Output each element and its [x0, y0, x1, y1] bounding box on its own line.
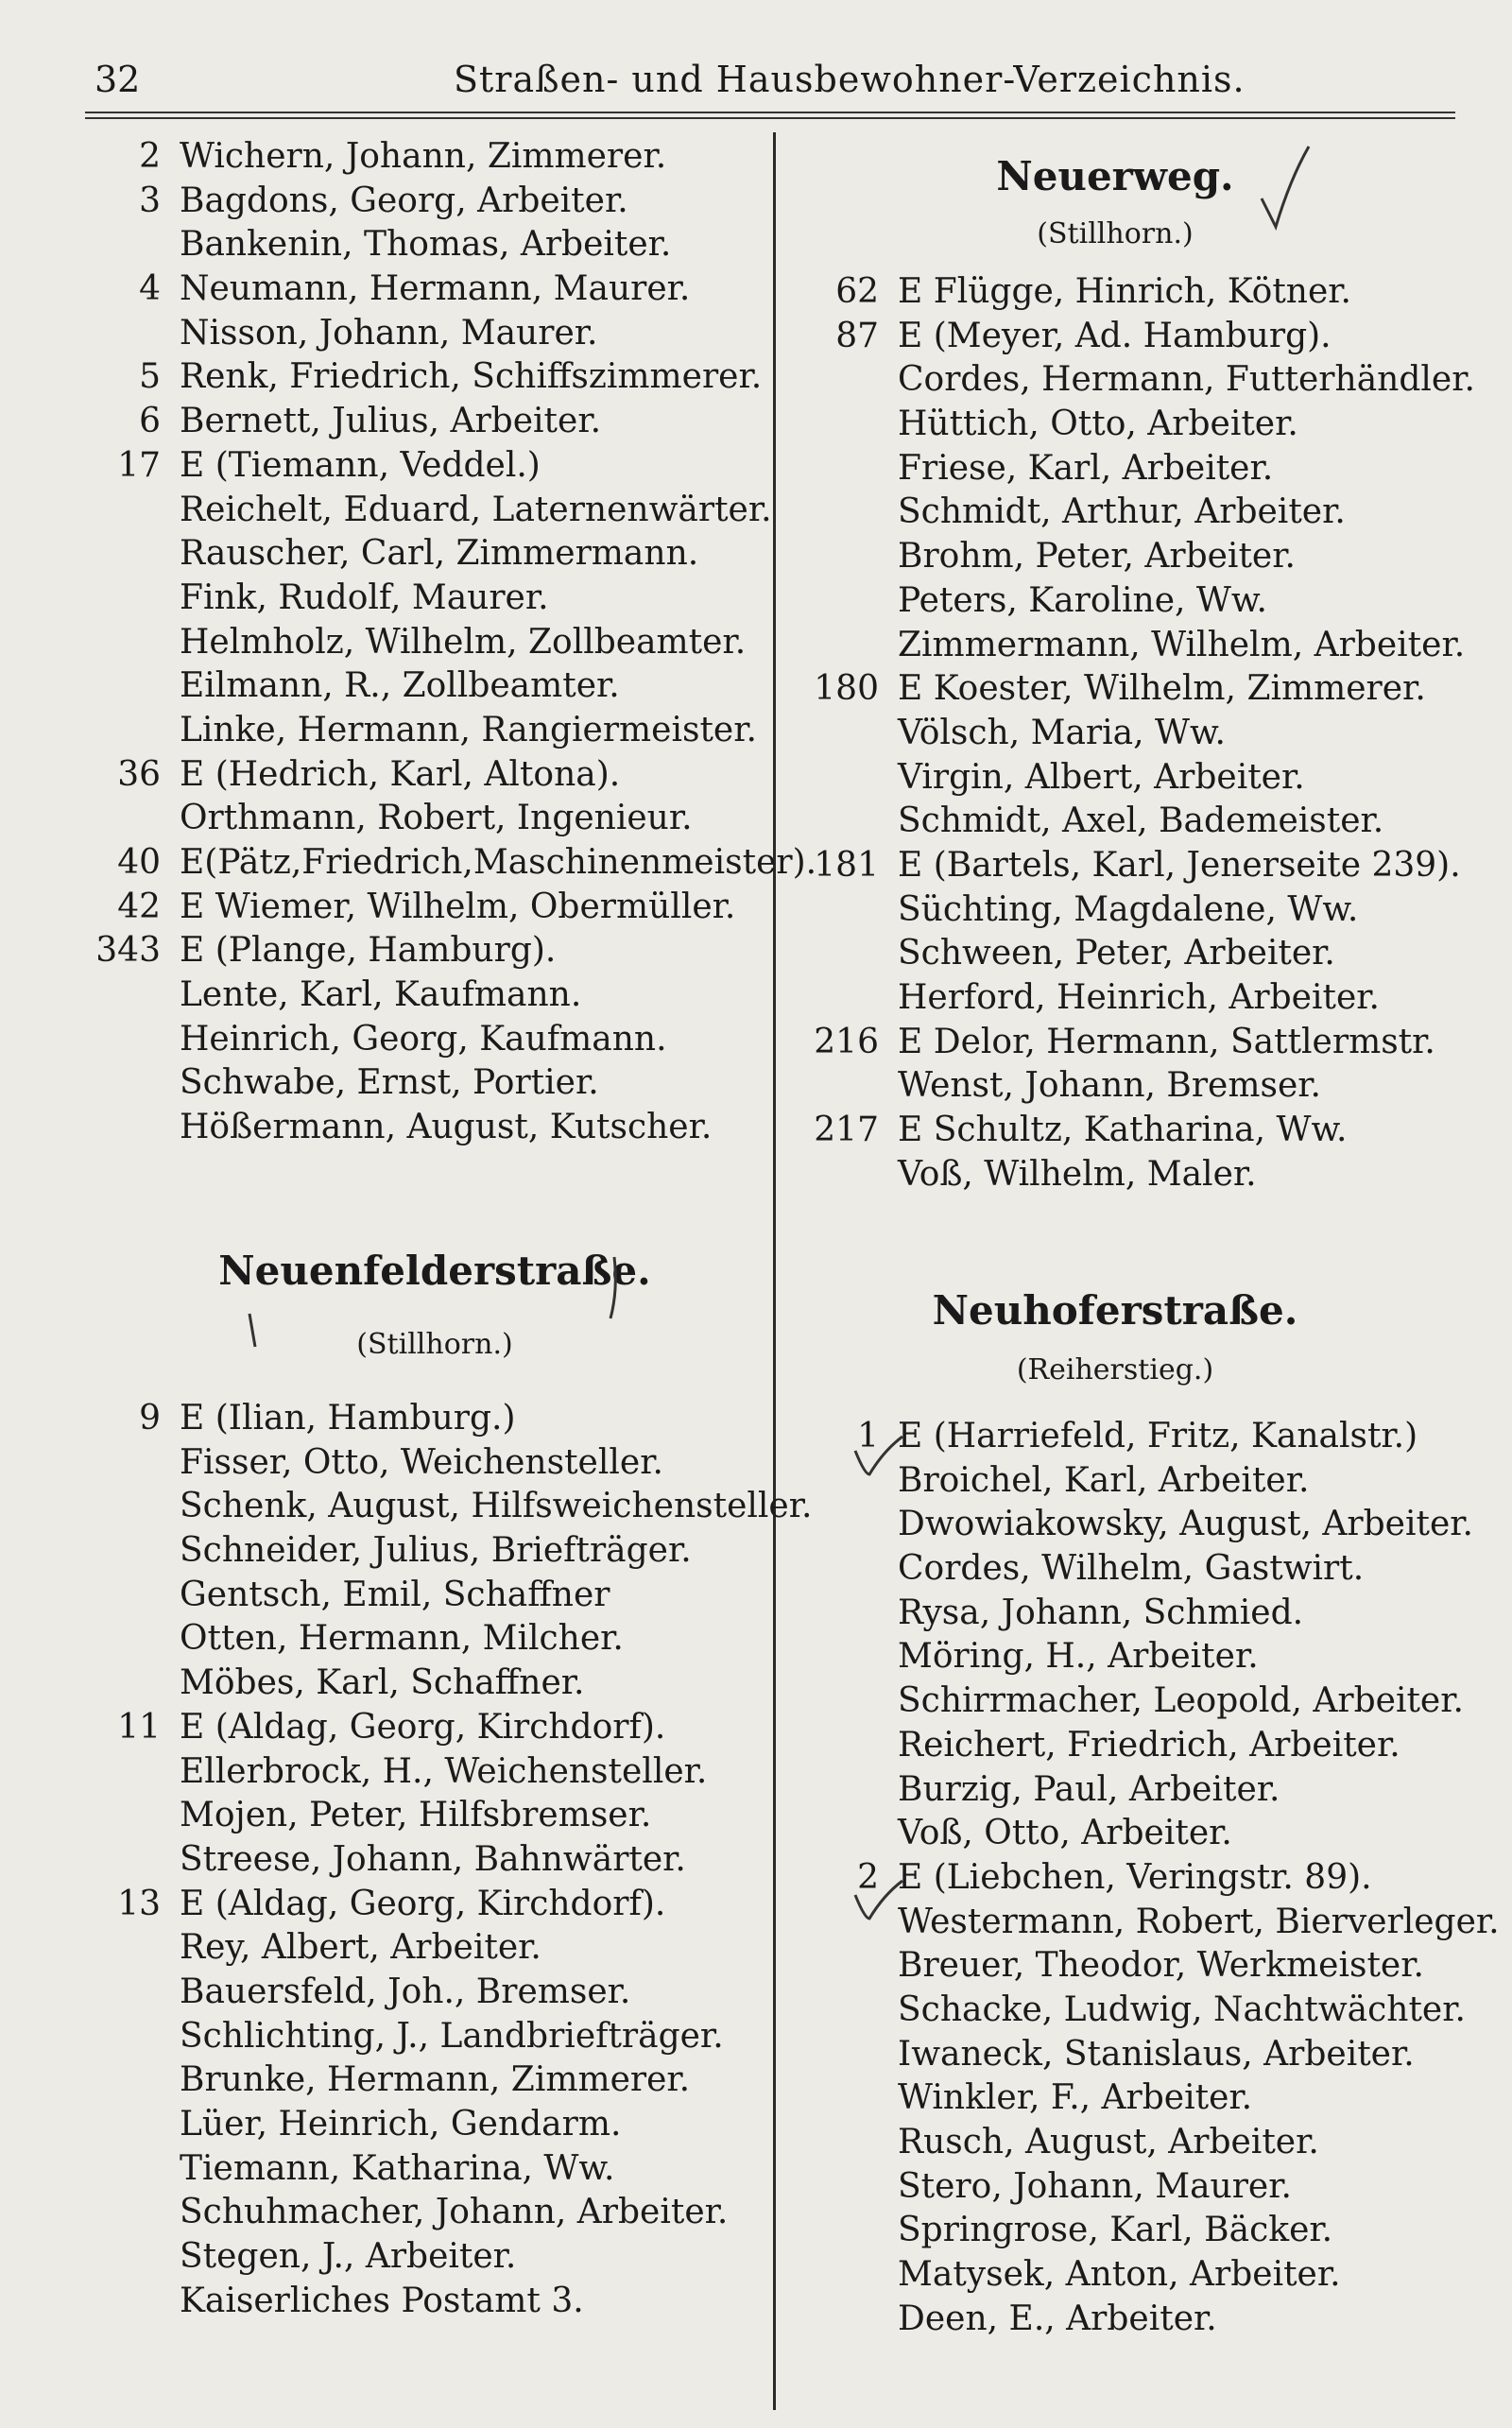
directory-entry	[85, 355, 765, 400]
resident-text: Renk, Friedrich, Schiffszimmerer.	[180, 357, 763, 397]
resident-text: E (Aldag, Georg, Kirchdorf).	[180, 1884, 666, 1923]
directory-entry	[784, 270, 1484, 315]
directory-entry	[784, 2165, 1484, 2210]
resident-text: Gentsch, Emil, Schaffner	[180, 1575, 610, 1614]
house-number: 2	[857, 1857, 879, 1897]
resident-text: Schlichting, J., Landbriefträger.	[180, 2016, 724, 2056]
directory-entry	[85, 2147, 765, 2192]
directory-entry	[85, 1061, 765, 1106]
resident-text: Schmidt, Arthur, Arbeiter.	[898, 492, 1346, 532]
resident-text: Möbes, Karl, Schaffner.	[180, 1663, 585, 1703]
directory-entry	[85, 973, 765, 1018]
directory-entry	[784, 358, 1484, 403]
resident-text: Stero, Johann, Maurer.	[898, 2166, 1292, 2206]
directory-entry	[784, 800, 1484, 844]
resident-text: Burzig, Paul, Arbeiter.	[898, 1769, 1280, 1809]
house-number: 11	[117, 1707, 161, 1747]
resident-text: Ellerbrock, H., Weichensteller.	[180, 1751, 708, 1791]
resident-text: Herford, Heinrich, Arbeiter.	[898, 978, 1380, 1017]
directory-entry	[784, 535, 1484, 579]
directory-entry	[784, 2076, 1484, 2121]
directory-entry	[85, 797, 765, 841]
resident-text: E (Ilian, Hamburg.)	[180, 1399, 516, 1438]
resident-text: E Schultz, Katharina, Ww.	[898, 1111, 1348, 1150]
house-number: 40	[117, 843, 161, 882]
resident-text: Breuer, Theodor, Werkmeister.	[898, 1946, 1424, 1986]
resident-text: Cordes, Wilhelm, Gastwirt.	[898, 1549, 1365, 1589]
house-number: 5	[139, 357, 161, 397]
resident-text: Heinrich, Georg, Kaufmann.	[180, 1019, 667, 1059]
directory-entry	[85, 267, 765, 312]
directory-entry	[85, 2015, 765, 2059]
resident-text: Otten, Hermann, Milcher.	[180, 1619, 624, 1659]
resident-text: Bankenin, Thomas, Arbeiter.	[180, 225, 672, 265]
directory-entry	[784, 1989, 1484, 2033]
resident-text: Schuhmacher, Johann, Arbeiter.	[180, 2193, 729, 2232]
pencil-check-mark-icon	[1257, 142, 1314, 236]
directory-entry	[85, 1397, 765, 1441]
directory-entry	[85, 1794, 765, 1838]
directory-entry	[85, 841, 817, 886]
directory-entry	[784, 756, 1484, 801]
resident-text: Voß, Wilhelm, Maler.	[898, 1154, 1257, 1194]
directory-entry	[784, 1021, 1484, 1065]
directory-entry	[784, 1768, 1484, 1813]
directory-entry	[784, 1109, 1484, 1153]
directory-entry	[85, 1662, 765, 1706]
directory-entry	[784, 447, 1484, 491]
resident-text: Brohm, Peter, Arbeiter.	[898, 537, 1296, 577]
directory-entry	[85, 312, 765, 356]
house-number: 36	[117, 754, 161, 794]
house-number: 62	[835, 272, 879, 311]
resident-text: E (Harriefeld, Fritz, Kanalstr.)	[898, 1417, 1418, 1455]
resident-text: Winkler, F., Arbeiter.	[898, 2078, 1253, 2118]
directory-entry	[784, 1592, 1484, 1636]
directory-entry	[85, 400, 765, 444]
directory-entry	[784, 667, 1484, 712]
directory-entry	[85, 577, 765, 621]
resident-text: E (Hedrich, Karl, Altona).	[180, 754, 621, 794]
directory-entry	[85, 1617, 765, 1662]
resident-text: Wenst, Johann, Bremser.	[898, 1066, 1321, 1106]
resident-text: Cordes, Hermann, Futterhändler.	[898, 360, 1475, 400]
resident-text: E Wiemer, Wilhelm, Obermüller.	[180, 887, 736, 926]
resident-text: Bernett, Julius, Arbeiter.	[180, 402, 602, 441]
page-header	[94, 59, 1455, 106]
directory-entry	[85, 1706, 765, 1750]
resident-text: Hößermann, August, Kutscher.	[180, 1108, 713, 1147]
resident-text: Broichel, Karl, Arbeiter.	[898, 1460, 1310, 1500]
house-number: 343	[95, 931, 161, 971]
house-number: 13	[117, 1884, 161, 1923]
street-subtitle-neuerweg: (Stillhorn.)	[1037, 217, 1194, 250]
resident-text: Reichert, Friedrich, Arbeiter.	[898, 1725, 1400, 1765]
resident-text: Westermann, Robert, Bierverleger.	[898, 1902, 1500, 1941]
pencil-check-mark-icon	[850, 1876, 907, 1923]
directory-entry	[784, 1812, 1484, 1856]
resident-text: Lente, Karl, Kaufmann.	[180, 975, 582, 1015]
directory-entry	[85, 444, 765, 489]
directory-entry	[85, 1529, 765, 1574]
directory-entry	[85, 621, 765, 665]
resident-text: E(Pätz,Friedrich,Maschinenmeister).	[180, 843, 817, 882]
resident-text: Schacke, Ludwig, Nachtwächter.	[898, 1989, 1466, 2029]
column-divider	[773, 132, 776, 2410]
resident-text: Schween, Peter, Arbeiter.	[898, 934, 1335, 973]
pencil-check-mark-icon	[850, 1432, 907, 1479]
directory-entry	[85, 1750, 765, 1795]
resident-text: Völsch, Maria, Ww.	[898, 713, 1226, 752]
directory-entry	[784, 1153, 1484, 1197]
directory-entry	[85, 1441, 765, 1486]
street-title-neuenfelderstrasse: Neuenfelderstraße.	[218, 1248, 651, 1294]
house-number: 2	[139, 137, 161, 176]
directory-entry	[784, 1944, 1484, 1989]
directory-entry	[784, 712, 1484, 756]
resident-text: E (Plange, Hamburg).	[180, 931, 557, 971]
resident-text: Mojen, Peter, Hilfsbremser.	[180, 1796, 652, 1835]
resident-text: Wichern, Johann, Zimmerer.	[180, 137, 667, 176]
resident-text: E Flügge, Hinrich, Kötner.	[898, 272, 1351, 311]
right-street1-entries	[784, 270, 1484, 1197]
resident-text: Schirrmacher, Leopold, Arbeiter.	[898, 1681, 1464, 1721]
directory-entry	[784, 403, 1484, 447]
directory-entry	[85, 929, 765, 973]
house-number: 9	[139, 1399, 161, 1438]
resident-text: Hüttich, Otto, Arbeiter.	[898, 405, 1298, 444]
directory-entry	[85, 886, 765, 930]
directory-entry	[784, 315, 1484, 359]
header-rule-second	[85, 117, 1455, 119]
resident-text: E (Liebchen, Veringstr. 89).	[898, 1857, 1372, 1897]
directory-entry	[85, 1838, 765, 1883]
house-number: 4	[139, 269, 161, 309]
resident-text: Kaiserliches Postamt 3.	[180, 2281, 584, 2320]
resident-text: Rusch, August, Arbeiter.	[898, 2123, 1319, 2161]
directory-entry	[784, 491, 1484, 535]
resident-text: Fink, Rudolf, Maurer.	[180, 577, 549, 617]
resident-text: Rauscher, Carl, Zimmermann.	[180, 534, 699, 574]
directory-entry	[784, 2298, 1484, 2342]
resident-text: Fisser, Otto, Weichensteller.	[180, 1442, 663, 1482]
directory-entry	[784, 624, 1484, 668]
street-subtitle-neuhoferstrasse: (Reiherstieg.)	[1016, 1353, 1214, 1386]
house-number: 216	[814, 1022, 879, 1061]
resident-text: E (Bartels, Karl, Jenerseite 239).	[898, 845, 1461, 885]
directory-entry	[784, 976, 1484, 1021]
street-title-neuerweg: Neuerweg.	[996, 153, 1234, 199]
directory-entry	[784, 1679, 1484, 1724]
resident-text: Schneider, Julius, Briefträger.	[180, 1531, 692, 1571]
resident-text: E (Tiemann, Veddel.)	[180, 445, 541, 485]
directory-entry	[85, 1574, 765, 1618]
resident-text: Rysa, Johann, Schmied.	[898, 1593, 1304, 1632]
resident-text: Möring, H., Arbeiter.	[898, 1637, 1259, 1677]
directory-entry	[85, 1106, 765, 1150]
directory-entry	[85, 1926, 765, 1971]
resident-text: Orthmann, Robert, Ingenieur.	[180, 799, 693, 838]
resident-text: Friese, Karl, Arbeiter.	[898, 448, 1274, 488]
resident-text: Neumann, Hermann, Maurer.	[180, 269, 691, 309]
directory-entry	[85, 135, 765, 180]
resident-text: Brunke, Hermann, Zimmerer.	[180, 2060, 691, 2100]
directory-entry	[85, 1485, 813, 1529]
resident-text: Schwabe, Ernst, Portier.	[180, 1063, 599, 1103]
left-street2-entries	[85, 1397, 813, 2323]
resident-text: Lüer, Heinrich, Gendarm.	[180, 2105, 622, 2144]
directory-entry	[784, 1635, 1484, 1679]
house-number: 42	[117, 887, 161, 926]
resident-text: Schmidt, Axel, Bademeister.	[898, 801, 1384, 841]
directory-entry	[85, 2103, 765, 2147]
directory-entry	[85, 180, 765, 224]
directory-entry	[784, 579, 1484, 624]
directory-entry	[85, 709, 765, 753]
house-number: 217	[814, 1111, 879, 1150]
directory-entry	[784, 932, 1484, 976]
resident-text: Deen, E., Arbeiter.	[898, 2299, 1217, 2338]
resident-text: Rey, Albert, Arbeiter.	[180, 1928, 541, 1968]
resident-text: Schenk, August, Hilfsweichensteller.	[180, 1487, 813, 1526]
left-top-entries	[85, 135, 817, 1150]
house-number: 17	[117, 445, 161, 485]
directory-entry	[85, 2058, 765, 2103]
resident-text: Iwaneck, Stanislaus, Arbeiter.	[898, 2034, 1415, 2074]
house-number: 87	[835, 316, 879, 355]
street-title-neuhoferstrasse: Neuhoferstraße.	[932, 1287, 1298, 1334]
resident-text: Reichelt, Eduard, Laternenwärter.	[180, 490, 772, 529]
resident-text: Matysek, Anton, Arbeiter.	[898, 2255, 1341, 2295]
directory-entry	[784, 1064, 1484, 1109]
directory-entry	[85, 532, 765, 577]
directory-entry	[784, 2253, 1484, 2298]
directory-entry	[784, 1503, 1484, 1547]
resident-text: Helmholz, Wilhelm, Zollbeamter.	[180, 622, 747, 662]
running-title: Straßen- und Hausbewohner-Verzeichnis.	[454, 59, 1246, 100]
resident-text: Stegen, J., Arbeiter.	[180, 2237, 517, 2277]
directory-entry	[85, 1018, 765, 1062]
pencil-tick-mark-icon	[244, 1309, 263, 1356]
house-number: 6	[139, 402, 161, 441]
house-number: 1	[857, 1417, 879, 1455]
resident-text: Streese, Johann, Bahnwärter.	[180, 1839, 686, 1879]
resident-text: Peters, Karoline, Ww.	[898, 580, 1267, 620]
directory-entry	[85, 2280, 765, 2324]
resident-text: Springrose, Karl, Bäcker.	[898, 2211, 1333, 2250]
directory-entry	[85, 2191, 765, 2235]
house-number: 181	[814, 845, 879, 885]
header-rule	[85, 112, 1455, 113]
house-number: 180	[814, 669, 879, 709]
resident-text: Voß, Otto, Arbeiter.	[898, 1814, 1232, 1853]
resident-text: Süchting, Magdalene, Ww.	[898, 889, 1359, 929]
resident-text: Zimmermann, Wilhelm, Arbeiter.	[898, 625, 1466, 664]
directory-entry	[784, 2033, 1484, 2077]
resident-text: Eilmann, R., Zollbeamter.	[180, 666, 620, 706]
resident-text: Linke, Hermann, Rangiermeister.	[180, 710, 757, 749]
directory-entry	[784, 844, 1484, 888]
resident-text: E (Aldag, Georg, Kirchdorf).	[180, 1707, 666, 1747]
resident-text: Virgin, Albert, Arbeiter.	[898, 757, 1305, 797]
resident-text: Tiemann, Katharina, Ww.	[180, 2148, 615, 2188]
pencil-stroke-mark-icon	[605, 1252, 633, 1328]
resident-text: E Koester, Wilhelm, Zimmerer.	[898, 669, 1426, 709]
directory-entry	[85, 1971, 765, 2015]
resident-text: Nisson, Johann, Maurer.	[180, 313, 598, 353]
directory-entry	[85, 223, 765, 267]
directory-entry	[85, 664, 765, 709]
directory-entry	[85, 1883, 765, 1927]
directory-entry	[784, 2209, 1484, 2253]
resident-text: Bauersfeld, Joh., Bremser.	[180, 1972, 631, 2011]
resident-text: Bagdons, Georg, Arbeiter.	[180, 181, 628, 220]
street-subtitle-neuenfelderstrasse: (Stillhorn.)	[356, 1328, 513, 1361]
resident-text: Dwowiakowsky, August, Arbeiter.	[898, 1505, 1473, 1544]
directory-entry	[784, 1547, 1484, 1592]
house-number: 3	[139, 181, 161, 220]
directory-entry	[85, 489, 772, 533]
directory-entry	[784, 2121, 1484, 2165]
page-number: 32	[94, 59, 141, 100]
directory-entry	[784, 1724, 1484, 1768]
resident-text: E Delor, Hermann, Sattlermstr.	[898, 1022, 1435, 1061]
directory-entry	[85, 753, 765, 798]
directory-entry	[784, 888, 1484, 933]
resident-text: E (Meyer, Ad. Hamburg).	[898, 316, 1332, 355]
directory-entry	[85, 2235, 765, 2280]
